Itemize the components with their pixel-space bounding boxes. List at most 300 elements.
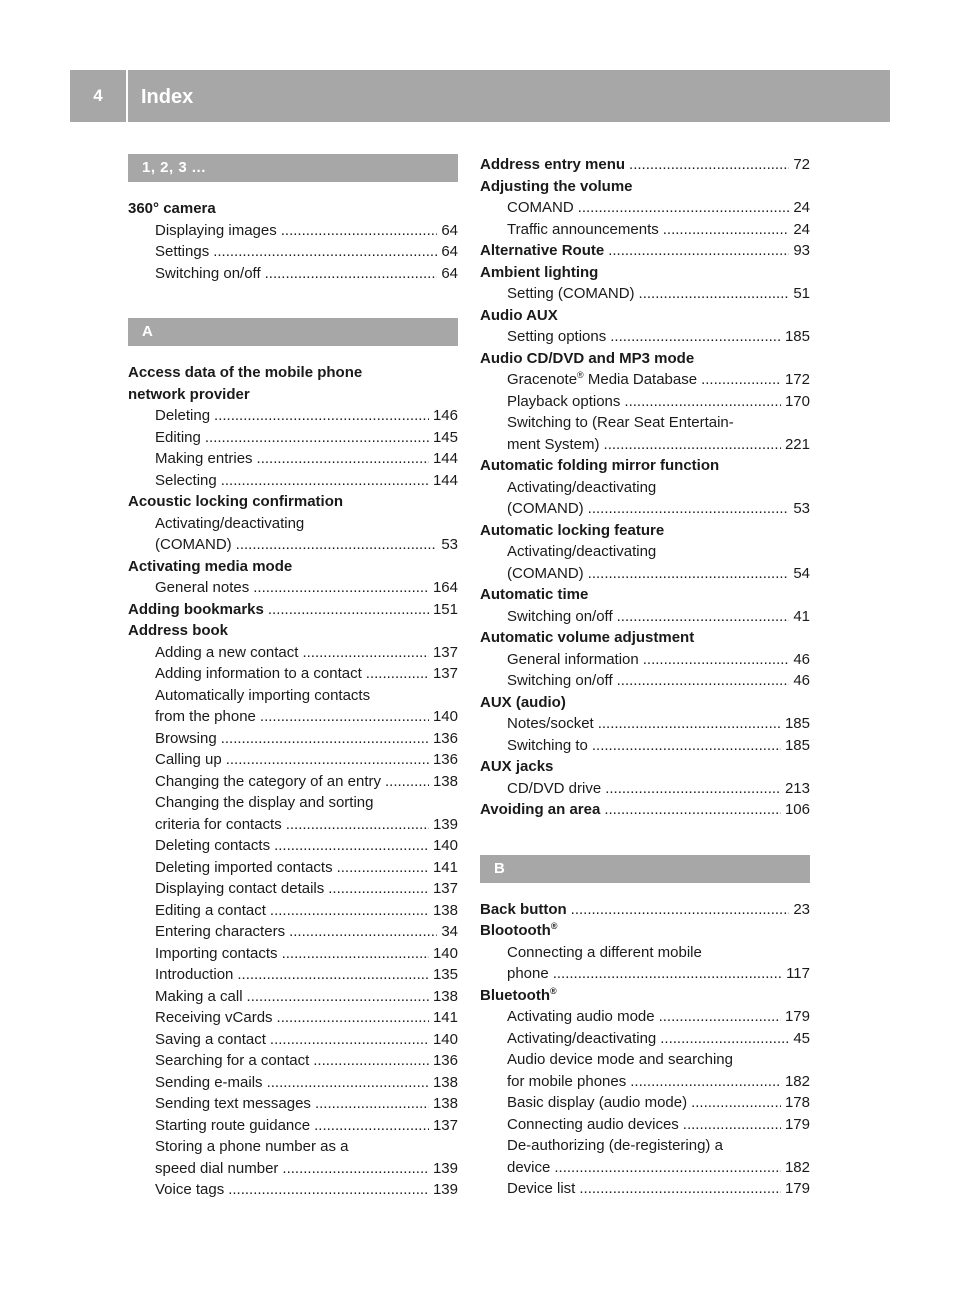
entry-text: Importing contacts <box>155 944 278 962</box>
dot-leader <box>598 713 781 735</box>
dot-leader <box>274 835 429 857</box>
entry-label <box>155 900 266 922</box>
page-title: Index <box>141 86 194 108</box>
entry-text: Notes/socket <box>507 715 594 732</box>
dot-leader <box>624 391 781 413</box>
index-heading <box>480 455 810 477</box>
page-reference: 46 <box>793 650 810 668</box>
index-heading-text: Automatic volume adjustment <box>480 629 695 646</box>
index-entry <box>480 154 810 176</box>
index-subentry <box>128 1007 458 1029</box>
index-subentry <box>480 434 810 456</box>
page-reference: 53 <box>441 536 458 553</box>
page-reference: 179 <box>784 1008 810 1025</box>
page-reference: 179 <box>784 1115 810 1133</box>
page-reference: 140 <box>432 944 458 962</box>
entry-label <box>155 921 285 943</box>
dot-leader <box>257 448 429 470</box>
entry-text: speed dial number <box>155 1159 279 1177</box>
entry-label <box>155 1158 278 1180</box>
dot-leader <box>277 1007 429 1029</box>
page-reference: 213 <box>784 779 810 797</box>
index-heading-text: Address book <box>128 622 229 639</box>
entry-label <box>507 1006 655 1028</box>
dot-leader <box>267 1072 429 1094</box>
index-heading <box>480 348 810 370</box>
registered-mark: ® <box>550 921 558 931</box>
entry-text: Adding a new contact <box>155 643 299 661</box>
dot-leader <box>617 606 790 628</box>
entry-text: Adding information to a contact <box>155 665 362 682</box>
index-heading-text: Automatic time <box>480 586 589 603</box>
dot-leader <box>313 1050 429 1072</box>
entry-text: Displaying images <box>155 221 277 239</box>
entry-text: Voice tags <box>155 1181 225 1198</box>
page-reference: 138 <box>432 1095 458 1112</box>
index-subentry <box>128 964 458 986</box>
page-reference: 137 <box>432 880 458 897</box>
dot-leader <box>315 1093 429 1115</box>
dot-leader <box>237 964 429 986</box>
entry-text: Adding bookmarks <box>128 600 264 618</box>
entry-text: for mobile phones <box>507 1072 627 1090</box>
index-heading <box>480 985 810 1007</box>
entry-text: Calling up <box>155 751 222 768</box>
entry-text: Device list <box>507 1180 576 1197</box>
index-subentry <box>128 921 458 943</box>
dot-leader <box>617 670 790 692</box>
entry-text: Settings <box>155 243 210 260</box>
entry-text: Displaying contact details <box>155 880 325 897</box>
entry-text: Searching for a contact <box>155 1052 310 1069</box>
entry-text: ment System) <box>507 435 600 453</box>
entry-label <box>155 986 243 1008</box>
page-reference: 139 <box>432 815 458 833</box>
page-reference: 136 <box>432 751 458 768</box>
index-subentry <box>128 220 458 242</box>
entry-label <box>155 878 324 900</box>
page-header <box>70 70 890 122</box>
dot-leader <box>643 649 790 671</box>
entry-label <box>155 220 277 242</box>
index-heading <box>480 692 810 714</box>
dot-leader <box>286 814 429 836</box>
entry-label <box>155 427 201 449</box>
page-reference: 139 <box>432 1159 458 1177</box>
entry-text: Switching on/off <box>507 607 613 625</box>
page-reference: 145 <box>432 428 458 446</box>
entry-text: Making entries <box>155 450 253 467</box>
dot-leader <box>659 1006 781 1028</box>
index-subentry <box>128 900 458 922</box>
index-subentry <box>128 706 458 728</box>
index-subentry <box>480 498 810 520</box>
entry-label <box>507 670 613 692</box>
index-heading <box>480 756 810 778</box>
dot-leader <box>571 899 790 921</box>
dot-leader <box>214 405 429 427</box>
dot-leader <box>604 799 781 821</box>
index-subentry <box>128 448 458 470</box>
dot-leader <box>554 1157 781 1179</box>
page-reference: 136 <box>432 1052 458 1069</box>
entry-text: Receiving vCards <box>155 1009 273 1026</box>
index-heading-text: Activating media mode <box>128 557 293 575</box>
entry-label <box>507 735 588 757</box>
index-subentry <box>480 1028 810 1050</box>
entry-label <box>507 1071 626 1093</box>
index-subentry <box>128 427 458 449</box>
entry-label <box>507 326 606 348</box>
dot-leader <box>578 197 790 219</box>
dot-leader <box>265 263 438 285</box>
page-reference: 93 <box>793 242 810 259</box>
index-subentry <box>480 1092 810 1114</box>
entry-label <box>155 1050 309 1072</box>
entry-label <box>507 283 635 305</box>
index-heading-text: Acoustic locking confirmation <box>128 493 344 510</box>
entry-text: Browsing <box>155 729 217 747</box>
entry-label <box>507 1178 575 1200</box>
section-spacer <box>128 346 458 362</box>
section-spacer <box>480 883 810 899</box>
entry-label <box>155 814 282 836</box>
index-heading-text: Access data of the mobile phone <box>128 364 363 381</box>
index-subentry <box>480 219 810 241</box>
entry-label <box>507 778 601 800</box>
index-heading <box>480 305 810 327</box>
entry-text: Deleting contacts <box>155 837 271 854</box>
dot-leader <box>281 220 438 242</box>
index-subentry <box>128 943 458 965</box>
page-reference: 172 <box>784 371 810 388</box>
dot-leader <box>213 241 437 263</box>
dot-leader <box>270 1029 429 1051</box>
page-reference: 53 <box>793 500 810 517</box>
entry-label <box>507 963 549 985</box>
page-reference: 64 <box>441 221 458 239</box>
index-heading <box>480 262 810 284</box>
index-subentry <box>480 1071 810 1093</box>
entry-text: Back button <box>480 900 567 918</box>
dot-leader <box>314 1115 429 1137</box>
page-reference: 144 <box>432 450 458 467</box>
dot-leader <box>608 240 789 262</box>
index-subentry-line: Connecting a different mobile <box>507 943 702 961</box>
entry-text: General information <box>507 650 639 668</box>
entry-text: Avoiding an area <box>480 801 601 818</box>
page-reference: 140 <box>432 837 458 854</box>
entry-text: Traffic announcements <box>507 220 659 238</box>
entry-label <box>128 599 264 621</box>
index-heading <box>128 384 458 406</box>
entry-text: Activating/deactivating <box>507 1029 657 1047</box>
entry-text: from the phone <box>155 708 256 725</box>
dot-leader <box>639 283 790 305</box>
index-heading-text: 360° camera <box>128 200 216 217</box>
page-reference: 24 <box>793 199 810 216</box>
dot-leader <box>282 943 429 965</box>
entry-label <box>507 369 697 391</box>
page-reference: 138 <box>432 1073 458 1091</box>
index-column-right <box>480 154 810 1200</box>
page-reference: 185 <box>784 328 810 345</box>
page-reference: 106 <box>784 801 810 818</box>
page-reference: 179 <box>784 1180 810 1197</box>
page-reference: 170 <box>784 392 810 410</box>
entry-label <box>155 534 232 556</box>
entry-text: Making a call <box>155 987 243 1005</box>
entry-label <box>155 1115 310 1137</box>
page-reference: 64 <box>441 243 458 260</box>
index-subentry <box>480 369 810 391</box>
index-heading <box>480 627 810 649</box>
index-heading <box>480 584 810 606</box>
dot-leader <box>205 427 429 449</box>
index-heading <box>480 176 810 198</box>
entry-label <box>507 1114 679 1136</box>
index-subentry <box>128 814 458 836</box>
page-reference: 34 <box>441 923 458 940</box>
index-subentry <box>128 241 458 263</box>
entry-text: phone <box>507 965 549 982</box>
page-reference: 117 <box>786 965 810 982</box>
index-heading-text: network provider <box>128 385 250 403</box>
index-subentry <box>128 577 458 599</box>
page-reference: 138 <box>432 901 458 919</box>
index-subentry <box>480 563 810 585</box>
entry-text: criteria for contacts <box>155 815 282 833</box>
registered-mark: ® <box>549 985 557 996</box>
dot-leader <box>553 963 782 985</box>
page-reference: 141 <box>432 858 458 876</box>
dot-leader <box>253 577 429 599</box>
index-subentry-line: De-authorizing (de-registering) a <box>507 1137 723 1154</box>
page-reference: 182 <box>784 1158 810 1176</box>
index-subentry-line: Activating/deactivating <box>507 478 657 496</box>
page-reference: 185 <box>784 736 810 754</box>
entry-label <box>155 1007 273 1029</box>
section-letter-heading: B <box>480 855 810 883</box>
index-heading-text: Audio AUX <box>480 306 558 324</box>
entry-label <box>507 219 659 241</box>
index-subentry <box>480 197 810 219</box>
page-reference: 138 <box>432 772 458 790</box>
entry-label <box>155 663 362 685</box>
index-subentry <box>480 1114 810 1136</box>
dot-leader <box>268 599 429 621</box>
page-reference: 138 <box>432 987 458 1005</box>
page-reference: 135 <box>432 966 458 983</box>
page-reference: 72 <box>793 156 810 173</box>
entry-label <box>507 1028 656 1050</box>
dot-leader <box>337 857 429 879</box>
index-subentry <box>480 1006 810 1028</box>
dot-leader <box>660 1028 789 1050</box>
index-subentry <box>128 405 458 427</box>
entry-text: (COMAND) <box>507 500 584 517</box>
entry-text: Alternative Route <box>480 242 605 259</box>
index-subentry <box>128 1072 458 1094</box>
page-reference: 221 <box>784 435 810 453</box>
page-number: 4 <box>93 86 103 105</box>
page-reference: 151 <box>432 600 458 618</box>
index-entry <box>480 899 810 921</box>
entry-label <box>507 606 613 628</box>
dot-leader <box>588 563 790 585</box>
index-subentry-line: Changing the display and sorting <box>155 794 374 811</box>
page-reference: 23 <box>793 900 810 918</box>
index-heading <box>128 362 458 384</box>
index-subentry <box>128 878 458 900</box>
entry-text: Switching to <box>507 736 588 754</box>
index-subentry <box>480 606 810 628</box>
dot-leader <box>592 735 781 757</box>
index-subentry <box>128 986 458 1008</box>
entry-text: Saving a contact <box>155 1030 266 1048</box>
entry-label <box>155 1093 311 1115</box>
index-heading <box>480 520 810 542</box>
entry-text: device <box>507 1158 551 1176</box>
dot-leader <box>610 326 781 348</box>
index-subentry-line: Automatically importing contacts <box>155 686 371 704</box>
index-heading-text: Blootooth <box>480 922 551 939</box>
entry-text: Selecting <box>155 471 217 489</box>
index-heading-text: Audio CD/DVD and MP3 mode <box>480 349 695 367</box>
index-subentry <box>128 470 458 492</box>
dot-leader <box>236 534 438 556</box>
entry-label <box>155 1072 263 1094</box>
index-heading-text: AUX jacks <box>480 758 554 775</box>
dot-leader <box>630 1071 781 1093</box>
entry-text: Deleting imported contacts <box>155 858 333 876</box>
index-subentry-line: Storing a phone number as a <box>155 1138 349 1155</box>
entry-text: Switching on/off <box>155 264 261 282</box>
dot-leader <box>604 434 781 456</box>
index-heading-text: AUX (audio) <box>480 693 566 711</box>
section-letter-heading: 1, 2, 3 ... <box>128 154 458 182</box>
index-subentry <box>128 1179 458 1201</box>
entry-text: Deleting <box>155 407 211 424</box>
entry-text: Setting options <box>507 328 607 345</box>
entry-label <box>155 771 381 793</box>
index-subentry <box>128 1029 458 1051</box>
index-subentry <box>128 534 458 556</box>
entry-text: CD/DVD drive <box>507 779 602 797</box>
entry-label <box>507 1157 550 1179</box>
index-entry <box>480 240 810 262</box>
entry-label <box>155 448 253 470</box>
index-heading <box>480 920 810 942</box>
page-reference: 51 <box>793 285 810 302</box>
page-reference: 178 <box>784 1094 810 1111</box>
dot-leader <box>663 219 790 241</box>
index-subentry <box>480 670 810 692</box>
page-reference: 141 <box>432 1009 458 1026</box>
entry-text: Entering characters <box>155 923 286 940</box>
entry-text: Connecting audio devices <box>507 1115 679 1133</box>
page-reference: 137 <box>432 665 458 682</box>
entry-label <box>155 964 233 986</box>
page-reference: 136 <box>432 729 458 747</box>
entry-text: Sending text messages <box>155 1095 311 1112</box>
index-subentry-line: Activating/deactivating <box>155 514 305 532</box>
entry-label <box>480 899 567 921</box>
index-subentry <box>128 857 458 879</box>
page-reference: 45 <box>793 1029 810 1047</box>
page-reference: 185 <box>784 715 810 732</box>
page-reference: 46 <box>793 672 810 689</box>
index-subentry <box>128 835 458 857</box>
entry-text: Sending e-mails <box>155 1073 263 1091</box>
entry-text: Address entry menu <box>480 156 626 173</box>
entry-label <box>155 1029 266 1051</box>
index-subentry <box>128 1050 458 1072</box>
page-reference: 24 <box>793 220 810 238</box>
index-heading <box>128 491 458 513</box>
page-reference: 41 <box>793 607 810 625</box>
dot-leader <box>260 706 429 728</box>
entry-text: (COMAND) <box>155 536 232 553</box>
entry-label <box>480 799 600 821</box>
index-subentry <box>480 283 810 305</box>
index-heading <box>128 198 458 220</box>
dot-leader <box>385 771 429 793</box>
index-subentry <box>128 749 458 771</box>
entry-text: Introduction <box>155 966 234 983</box>
entry-label <box>155 642 298 664</box>
entry-label <box>480 154 625 176</box>
index-subentry <box>480 713 810 735</box>
dot-leader <box>247 986 429 1008</box>
page-reference: 54 <box>793 564 810 582</box>
dot-leader <box>282 1158 429 1180</box>
index-subentry <box>128 1115 458 1137</box>
index-subentry <box>480 1157 810 1179</box>
index-heading-text: Automatic locking feature <box>480 521 665 539</box>
entry-text: Gracenote <box>507 371 578 388</box>
entry-text: General notes <box>155 579 250 596</box>
entry-text: Switching on/off <box>507 672 613 689</box>
index-heading <box>128 556 458 578</box>
dot-leader <box>366 663 429 685</box>
entry-label <box>507 713 594 735</box>
index-heading-text: Bluetooth <box>480 986 550 1004</box>
registered-mark: ® <box>577 370 584 380</box>
entry-label <box>155 835 270 857</box>
index-column-left <box>128 154 458 1201</box>
entry-label <box>507 197 574 219</box>
index-subentry <box>128 1158 458 1180</box>
entry-label <box>155 1179 224 1201</box>
page-reference: 139 <box>432 1181 458 1198</box>
entry-label <box>155 241 209 263</box>
page-reference: 140 <box>432 708 458 725</box>
entry-text: Editing <box>155 428 201 446</box>
entry-text: Editing a contact <box>155 901 266 919</box>
page-reference: 140 <box>432 1030 458 1048</box>
index-subentry <box>128 263 458 285</box>
entry-label <box>155 943 278 965</box>
page-reference: 164 <box>432 579 458 596</box>
dot-leader <box>588 498 790 520</box>
index-subentry <box>480 326 810 348</box>
entry-label <box>155 706 256 728</box>
section-spacer <box>128 182 458 198</box>
index-subentry <box>480 1178 810 1200</box>
entry-label <box>507 563 584 585</box>
entry-text: Basic display (audio mode) <box>507 1094 688 1111</box>
